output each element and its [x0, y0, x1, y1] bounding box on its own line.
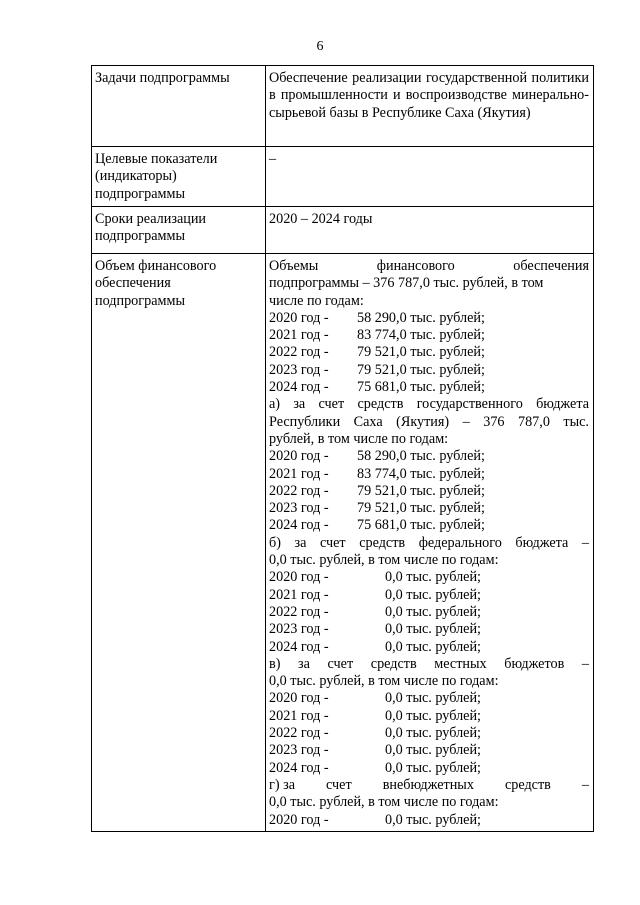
terms-label: Сроки реализации подпрограммы	[92, 207, 266, 254]
year-label: 2024 год -	[269, 638, 329, 655]
word: 787,0	[517, 413, 550, 430]
year-label: 2024 год -	[269, 759, 329, 776]
word: средств	[357, 396, 404, 413]
year-amount: 83 774,0 тыс. рублей;	[357, 465, 485, 482]
year-line	[269, 310, 589, 327]
year-line	[269, 690, 589, 707]
indicators-value: –	[266, 147, 594, 207]
years-local-list	[269, 690, 589, 776]
word: за	[294, 534, 307, 551]
year-label: 2022 год -	[269, 603, 329, 620]
year-line	[269, 760, 589, 777]
word: счет	[319, 534, 346, 551]
years-total-list	[269, 310, 589, 396]
word: (Якутия)	[396, 413, 450, 430]
year-label: 2020 год -	[269, 309, 329, 326]
year-label: 2022 год -	[269, 344, 329, 361]
word: местных	[434, 655, 487, 672]
year-amount: 0,0 тыс. рублей;	[385, 725, 481, 742]
terms-value: 2020 – 2024 годы	[266, 207, 594, 254]
year-amount: 0,0 тыс. рублей;	[385, 621, 481, 638]
word: бюджета	[515, 534, 569, 551]
year-amount: 79 521,0 тыс. рублей;	[357, 344, 485, 361]
year-label: 2020 год -	[269, 690, 329, 707]
year-label: 2022 год -	[269, 482, 329, 499]
year-label: 2023 год -	[269, 621, 329, 638]
extrabudgetary-line	[269, 777, 589, 794]
year-amount: 79 521,0 тыс. рублей;	[357, 500, 485, 517]
year-label: 2021 год -	[269, 465, 329, 482]
page-number: 6	[316, 39, 324, 54]
year-line	[269, 466, 589, 483]
finance-value	[266, 254, 594, 832]
year-amount: 75 681,0 тыс. рублей;	[357, 379, 485, 396]
state-budget-line	[269, 414, 589, 431]
year-line	[269, 327, 589, 344]
state-budget-line	[269, 396, 589, 413]
word: тыс.	[563, 413, 589, 430]
indicators-label: Целевые показатели (индикаторы) подпрограммы	[92, 147, 266, 207]
years-state-list	[269, 448, 589, 534]
year-label: 2021 год -	[269, 327, 329, 344]
table-row	[92, 66, 594, 147]
word: внебюджетных	[382, 776, 474, 793]
year-amount: 0,0 тыс. рублей;	[385, 742, 481, 759]
federal-budget-line: 0,0 тыс. рублей, в том числе по годам:	[269, 552, 499, 569]
subprogram-passport-table	[91, 65, 594, 832]
finance-intro-line: числе по годам:	[269, 292, 364, 309]
tasks-value: Обеспечение реализации государственной политики в промышленности и воспроизводстве минерально-сырьевой базы в Республике Саха (Якутия)	[266, 66, 594, 147]
word: государственного	[416, 396, 523, 413]
word: б)	[269, 534, 281, 551]
year-amount: 0,0 тыс. рублей;	[385, 707, 481, 724]
year-line	[269, 517, 589, 534]
word: счет	[326, 776, 352, 793]
year-label: 2023 год -	[269, 361, 329, 378]
year-line	[269, 344, 589, 361]
word: счет	[318, 396, 345, 413]
finance-intro-line: подпрограммы – 376 787,0 тыс. рублей, в том	[269, 275, 544, 292]
word: средств	[504, 776, 551, 793]
word: –	[462, 413, 470, 430]
year-label: 2020 год -	[269, 811, 329, 828]
year-amount: 0,0 тыс. рублей;	[385, 586, 481, 603]
word: счет	[327, 655, 354, 672]
year-line	[269, 379, 589, 396]
word: за	[293, 396, 306, 413]
years-extra-list	[269, 812, 589, 829]
tasks-label: Задачи подпрограммы	[92, 66, 266, 147]
word: финансового	[376, 258, 455, 274]
word: обеспечения	[513, 258, 589, 274]
year-line	[269, 604, 589, 621]
year-label: 2023 год -	[269, 500, 329, 517]
table-row	[92, 207, 594, 254]
word: г) за	[269, 776, 295, 793]
year-line	[269, 742, 589, 759]
year-line	[269, 483, 589, 500]
year-line	[269, 587, 589, 604]
federal-budget-line	[269, 535, 589, 552]
year-label: 2020 год -	[269, 448, 329, 465]
year-amount: 75 681,0 тыс. рублей;	[357, 517, 485, 534]
local-budget-line: 0,0 тыс. рублей, в том числе по годам:	[269, 673, 499, 690]
year-label: 2023 год -	[269, 742, 329, 759]
year-line	[269, 448, 589, 465]
year-label: 2021 год -	[269, 586, 329, 603]
year-line	[269, 725, 589, 742]
finance-intro-line	[269, 258, 589, 275]
finance-label: Объем финансового обеспечения подпрограммы	[92, 254, 266, 832]
extrabudgetary-line: 0,0 тыс. рублей, в том числе по годам:	[269, 794, 499, 811]
word: –	[581, 655, 589, 672]
year-line	[269, 500, 589, 517]
year-amount: 0,0 тыс. рублей;	[385, 569, 481, 586]
years-federal-list	[269, 569, 589, 655]
word: средств	[359, 534, 406, 551]
word: 376	[483, 413, 505, 430]
year-amount: 79 521,0 тыс. рублей;	[357, 482, 485, 499]
word: средств	[370, 655, 417, 672]
word: Республики	[269, 413, 341, 430]
word: Саха	[353, 413, 383, 430]
word: Объемы	[269, 258, 319, 274]
table-row	[92, 147, 594, 207]
word: в)	[269, 655, 281, 672]
local-budget-line	[269, 656, 589, 673]
table-row	[92, 254, 594, 832]
year-amount: 58 290,0 тыс. рублей;	[357, 309, 485, 326]
year-line	[269, 569, 589, 586]
year-label: 2024 год -	[269, 379, 329, 396]
word: бюджета	[536, 396, 589, 413]
year-amount: 79 521,0 тыс. рублей;	[357, 361, 485, 378]
year-amount: 58 290,0 тыс. рублей;	[357, 448, 485, 465]
word: за	[298, 655, 310, 672]
year-amount: 0,0 тыс. рублей;	[385, 638, 481, 655]
year-label: 2020 год -	[269, 569, 329, 586]
year-label: 2022 год -	[269, 725, 329, 742]
year-amount: 0,0 тыс. рублей;	[385, 690, 481, 707]
word: бюджетов	[504, 655, 565, 672]
year-line	[269, 621, 589, 638]
year-line	[269, 362, 589, 379]
word: –	[581, 776, 589, 793]
year-line	[269, 708, 589, 725]
year-amount: 83 774,0 тыс. рублей;	[357, 327, 485, 344]
word: федерального	[418, 534, 502, 551]
year-amount: 0,0 тыс. рублей;	[385, 759, 481, 776]
year-line	[269, 639, 589, 656]
state-budget-line: рублей, в том числе по годам:	[269, 430, 449, 447]
word: –	[581, 534, 589, 551]
word: а)	[269, 396, 281, 413]
year-amount: 0,0 тыс. рублей;	[385, 603, 481, 620]
year-amount: 0,0 тыс. рублей;	[385, 811, 481, 828]
year-label: 2021 год -	[269, 707, 329, 724]
year-line	[269, 812, 589, 829]
year-label: 2024 год -	[269, 517, 329, 534]
